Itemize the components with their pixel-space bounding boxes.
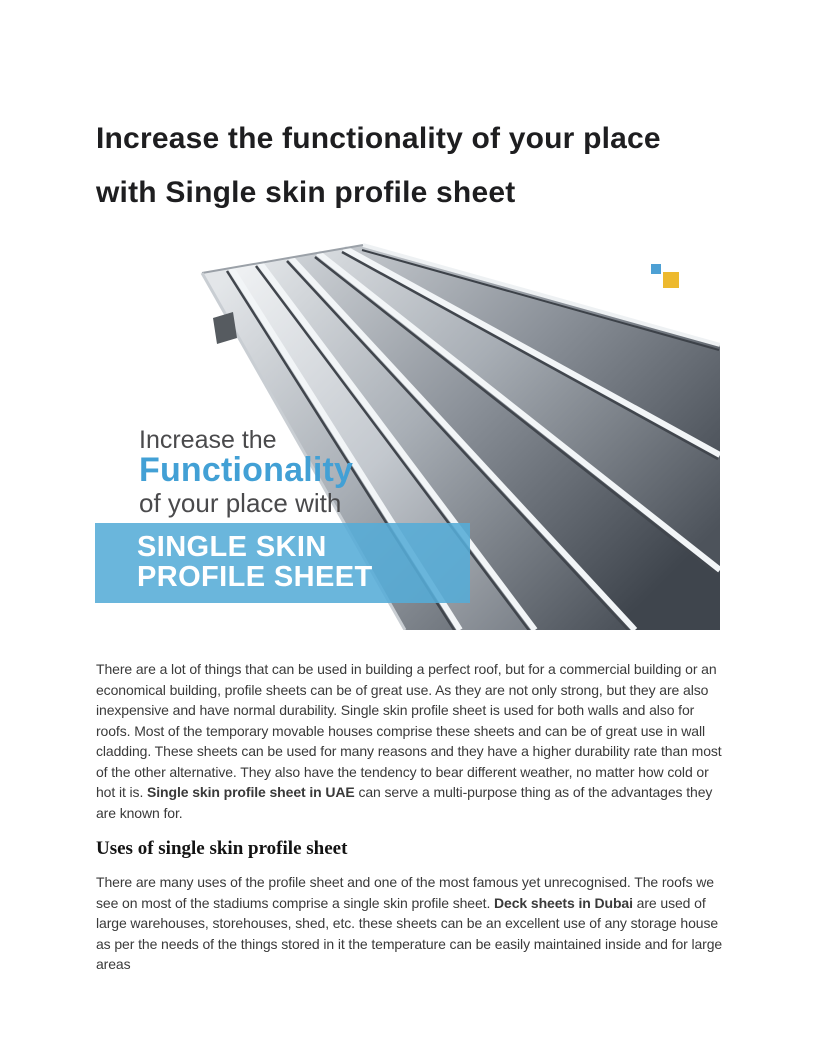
paragraph-intro: There are a lot of things that can be used in building a perfect roof, but for a commercial building or an economical building, profile sheets can be of great use. As they are not only strong, but they are also inexpensive and have normal durability. Single skin profile sheet is used for both walls and also for roofs. Most of the temporary movable houses comprise these sheets and can be of great use in wall cladding. These sheets can be used for many reasons and they have a higher durability rate than most of the other alternative. They also have the tendency to bear different weather, no matter how cold or hot it is. Single skin profile sheet in UAE can serve a multi-purpose thing as of the advantages they are known for.: [96, 661, 722, 821]
section-heading-uses: Uses of single skin profile sheet: [96, 837, 348, 859]
blue-square-decoration: [651, 264, 661, 274]
hero-banner: [95, 523, 470, 603]
hero-banner-text: [137, 532, 373, 592]
hero-overlay-line2: Functionality: [139, 451, 354, 489]
hero-banner-line1: SINGLE SKIN: [137, 531, 327, 563]
hero-overlay-line3: of your place with: [139, 488, 342, 518]
hero-image: [95, 240, 720, 630]
hero-overlay-line1: Increase the: [139, 426, 277, 454]
yellow-square-decoration: [663, 272, 679, 288]
page-title: Increase the functionality of your place with Single skin profile sheet: [96, 122, 661, 210]
hero-banner-line2: PROFILE SHEET: [137, 561, 373, 593]
paragraph-uses: There are many uses of the profile sheet and one of the most famous yet unrecognised. The roofs we see on most of the stadiums comprise a single skin profile sheet. Deck sheets in Dubai are used of large warehouses, storehouses, shed, etc. these sheets can be an excellent use of any storage house as per the needs of the things stored in it the temperature can be easily maintained inside and for large areas: [96, 874, 723, 972]
